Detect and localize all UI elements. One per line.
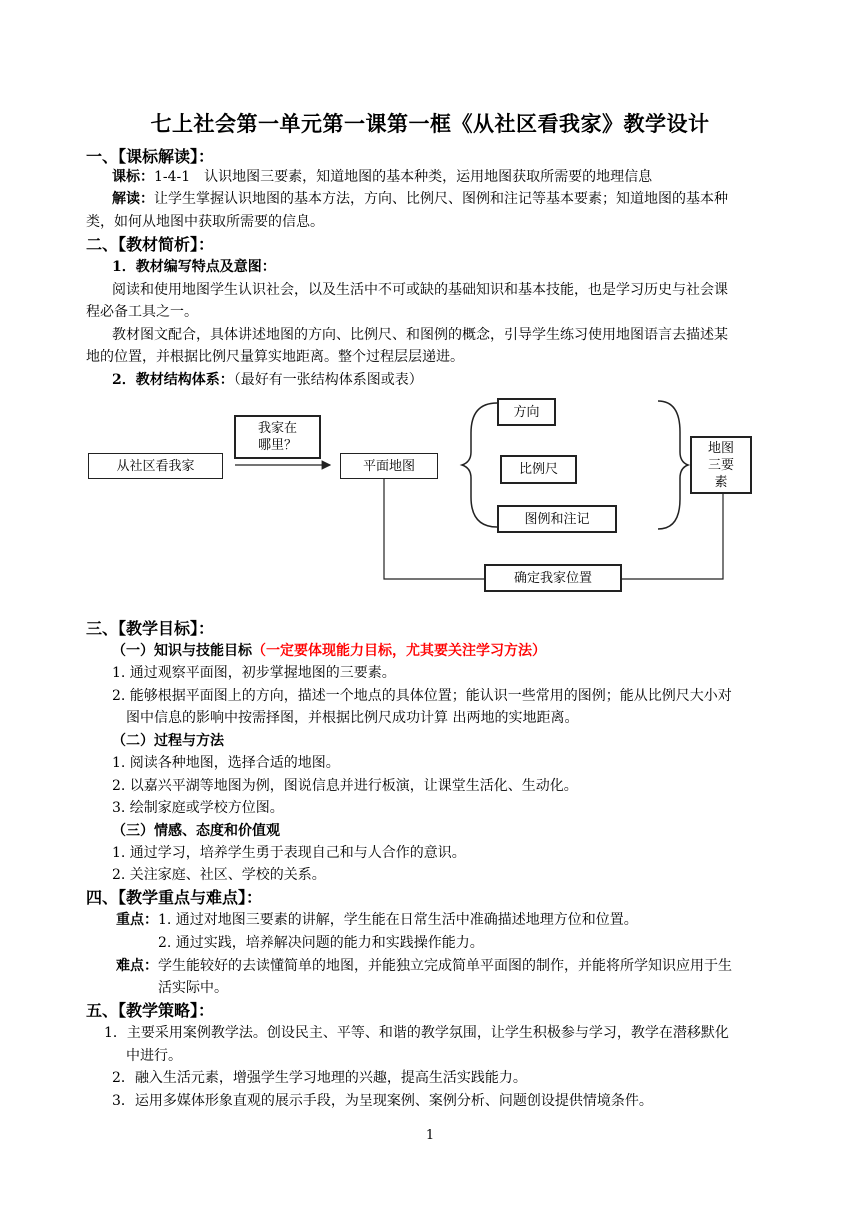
diagram-plan-map-box: [340, 453, 438, 479]
strategy-item-1-line-2: 中进行。: [126, 1048, 182, 1064]
goal-3-heading: （三）情感、态度和价值观: [112, 823, 280, 839]
diagram-question-box: [234, 415, 321, 459]
diagram-three-line-1: 地图: [707, 440, 734, 456]
diagram-locate-label: 确定我家位置: [513, 570, 592, 586]
interpretation-text-1: 让学生掌握认识地图的基本方法，方向、比例尺、图例和注记等基本要素；知道地图的基本种: [154, 191, 728, 207]
material-p1-line-2: 程必备工具之一。: [86, 304, 198, 320]
diagram-question-line-2: 哪里？: [257, 438, 297, 453]
diagram-start-box: [88, 453, 223, 479]
interpretation-text-2: 类，如何从地图中获取所需要的信息。: [86, 214, 324, 230]
key-point-2: 2. 通过实践，培养解决问题的能力和实践操作能力。: [158, 935, 484, 951]
diagram-direction-box: [497, 398, 556, 426]
goal-2-item-1: 1. 阅读各种地图，选择合适的地图。: [112, 755, 340, 771]
diagram-three-elements-box: [690, 436, 752, 494]
goal-2-item-2: 2. 以嘉兴平湖等地图为例，图说信息并进行板演，让课堂生活化、生动化。: [112, 778, 578, 794]
section-4-heading: 四、【教学重点与难点】：: [86, 888, 263, 907]
standard-text: 1-4-1 认识地图三要素，知道地图的基本种类，运用地图获取所需要的地理信息: [154, 169, 653, 185]
material-p1-line-1: 阅读和使用地图学生认识社会，以及生活中不可或缺的基础知识和基本技能，也是学习历史与社会课: [112, 282, 728, 298]
diagram-three-line-3: 素: [714, 474, 728, 490]
section-3-heading: 三、【教学目标】：: [86, 619, 215, 638]
goal-3-item-2: 2. 关注家庭、社区、学校的关系。: [112, 867, 326, 883]
material-sub-2-note: （最好有一张结构体系图或表）: [233, 372, 423, 388]
goal-3-item-1: 1. 通过学习，培养学生勇于表现自己和与人合作的意识。: [112, 845, 466, 861]
document-title: 七上社会第一单元第一课第一框《从社区看我家》教学设计: [150, 111, 710, 136]
difficulty-label: 难点：: [116, 958, 158, 974]
strategy-item-3: 3．运用多媒体形象直观的展示手段，为呈现案例、案例分析、问题创设提供情境条件。: [112, 1093, 653, 1109]
diagram-scale-box: [500, 455, 577, 484]
diagram-three-line-2: 三要: [707, 457, 734, 473]
material-sub-1: 1．教材编写特点及意图：: [112, 259, 276, 275]
goal-2-heading: （二）过程与方法: [112, 733, 224, 749]
difficulty-line-1: [116, 955, 732, 977]
section-5-heading: 五、【教学策略】：: [86, 1001, 215, 1020]
diagram-direction-label: 方向: [513, 404, 540, 420]
goal-1-note: （一定要体现能力目标，尤其要关注学习方法）: [252, 643, 546, 659]
goal-1-heading: [112, 640, 546, 662]
difficulty-text-2: 活实际中。: [158, 980, 228, 996]
material-p2-line-1: 教材图文配合，具体讲述地图的方向、比例尺、和图例的概念，引导学生练习使用地图语言去描述某: [112, 327, 728, 343]
key-point-1: 1. 通过对地图三要素的讲解，学生能在日常生活中准确描述地理方位和位置。: [158, 912, 638, 928]
standard-label: 课标：: [112, 169, 154, 185]
diagram-legend-box: [497, 505, 617, 533]
diagram-plan-map-label: 平面地图: [362, 458, 415, 474]
key-point-label: 重点：: [116, 912, 158, 928]
section-2-heading: 二、【教材简析】：: [86, 235, 215, 254]
section-1-heading: 一、【课标解读】：: [86, 147, 215, 166]
diagram-question-line-1: 我家在: [257, 421, 297, 436]
diagram-legend-label: 图例和注记: [524, 511, 590, 527]
key-point-line-1: [116, 909, 638, 931]
material-sub-2-label: 2．教材结构体系：: [112, 372, 234, 388]
goal-1-item-2-line-2: 图中信息的影响中按需择图，并根据比例尺成功计算 出两地的实地距离。: [126, 710, 579, 726]
strategy-item-2: 2．融入生活元素，增强学生学习地理的兴趣，提高生活实践能力。: [112, 1070, 527, 1086]
goal-1-item-1: 1. 通过观察平面图，初步掌握地图的三要素。: [112, 665, 396, 681]
material-p2-line-2: 地的位置，并根据比例尺量算实地距离。整个过程层层递进。: [86, 349, 464, 365]
page-number: 1: [425, 1128, 435, 1143]
diagram-scale-label: 比例尺: [518, 462, 558, 477]
strategy-item-1-line-1: 1．主要采用案例教学法。创设民主、平等、和谐的教学氛围，让学生积极参与学习，教学在潜移默化: [104, 1025, 729, 1041]
goal-1-item-2-line-1: 2. 能够根据平面图上的方向，描述一个地点的具体位置；能认识一些常用的图例；能从比例尺大小对: [112, 688, 732, 704]
diagram-locate-box: [484, 564, 622, 592]
difficulty-text-1: 学生能较好的去读懂简单的地图，并能独立完成简单平面图的制作，并能将所学知识应用于生: [158, 958, 732, 974]
goal-2-item-3: 3. 绘制家庭或学校方位图。: [112, 800, 284, 816]
goal-1-label: （一）知识与技能目标: [112, 643, 252, 659]
interpretation-label: 解读：: [112, 191, 154, 207]
diagram-start-label: 从社区看我家: [116, 458, 195, 474]
